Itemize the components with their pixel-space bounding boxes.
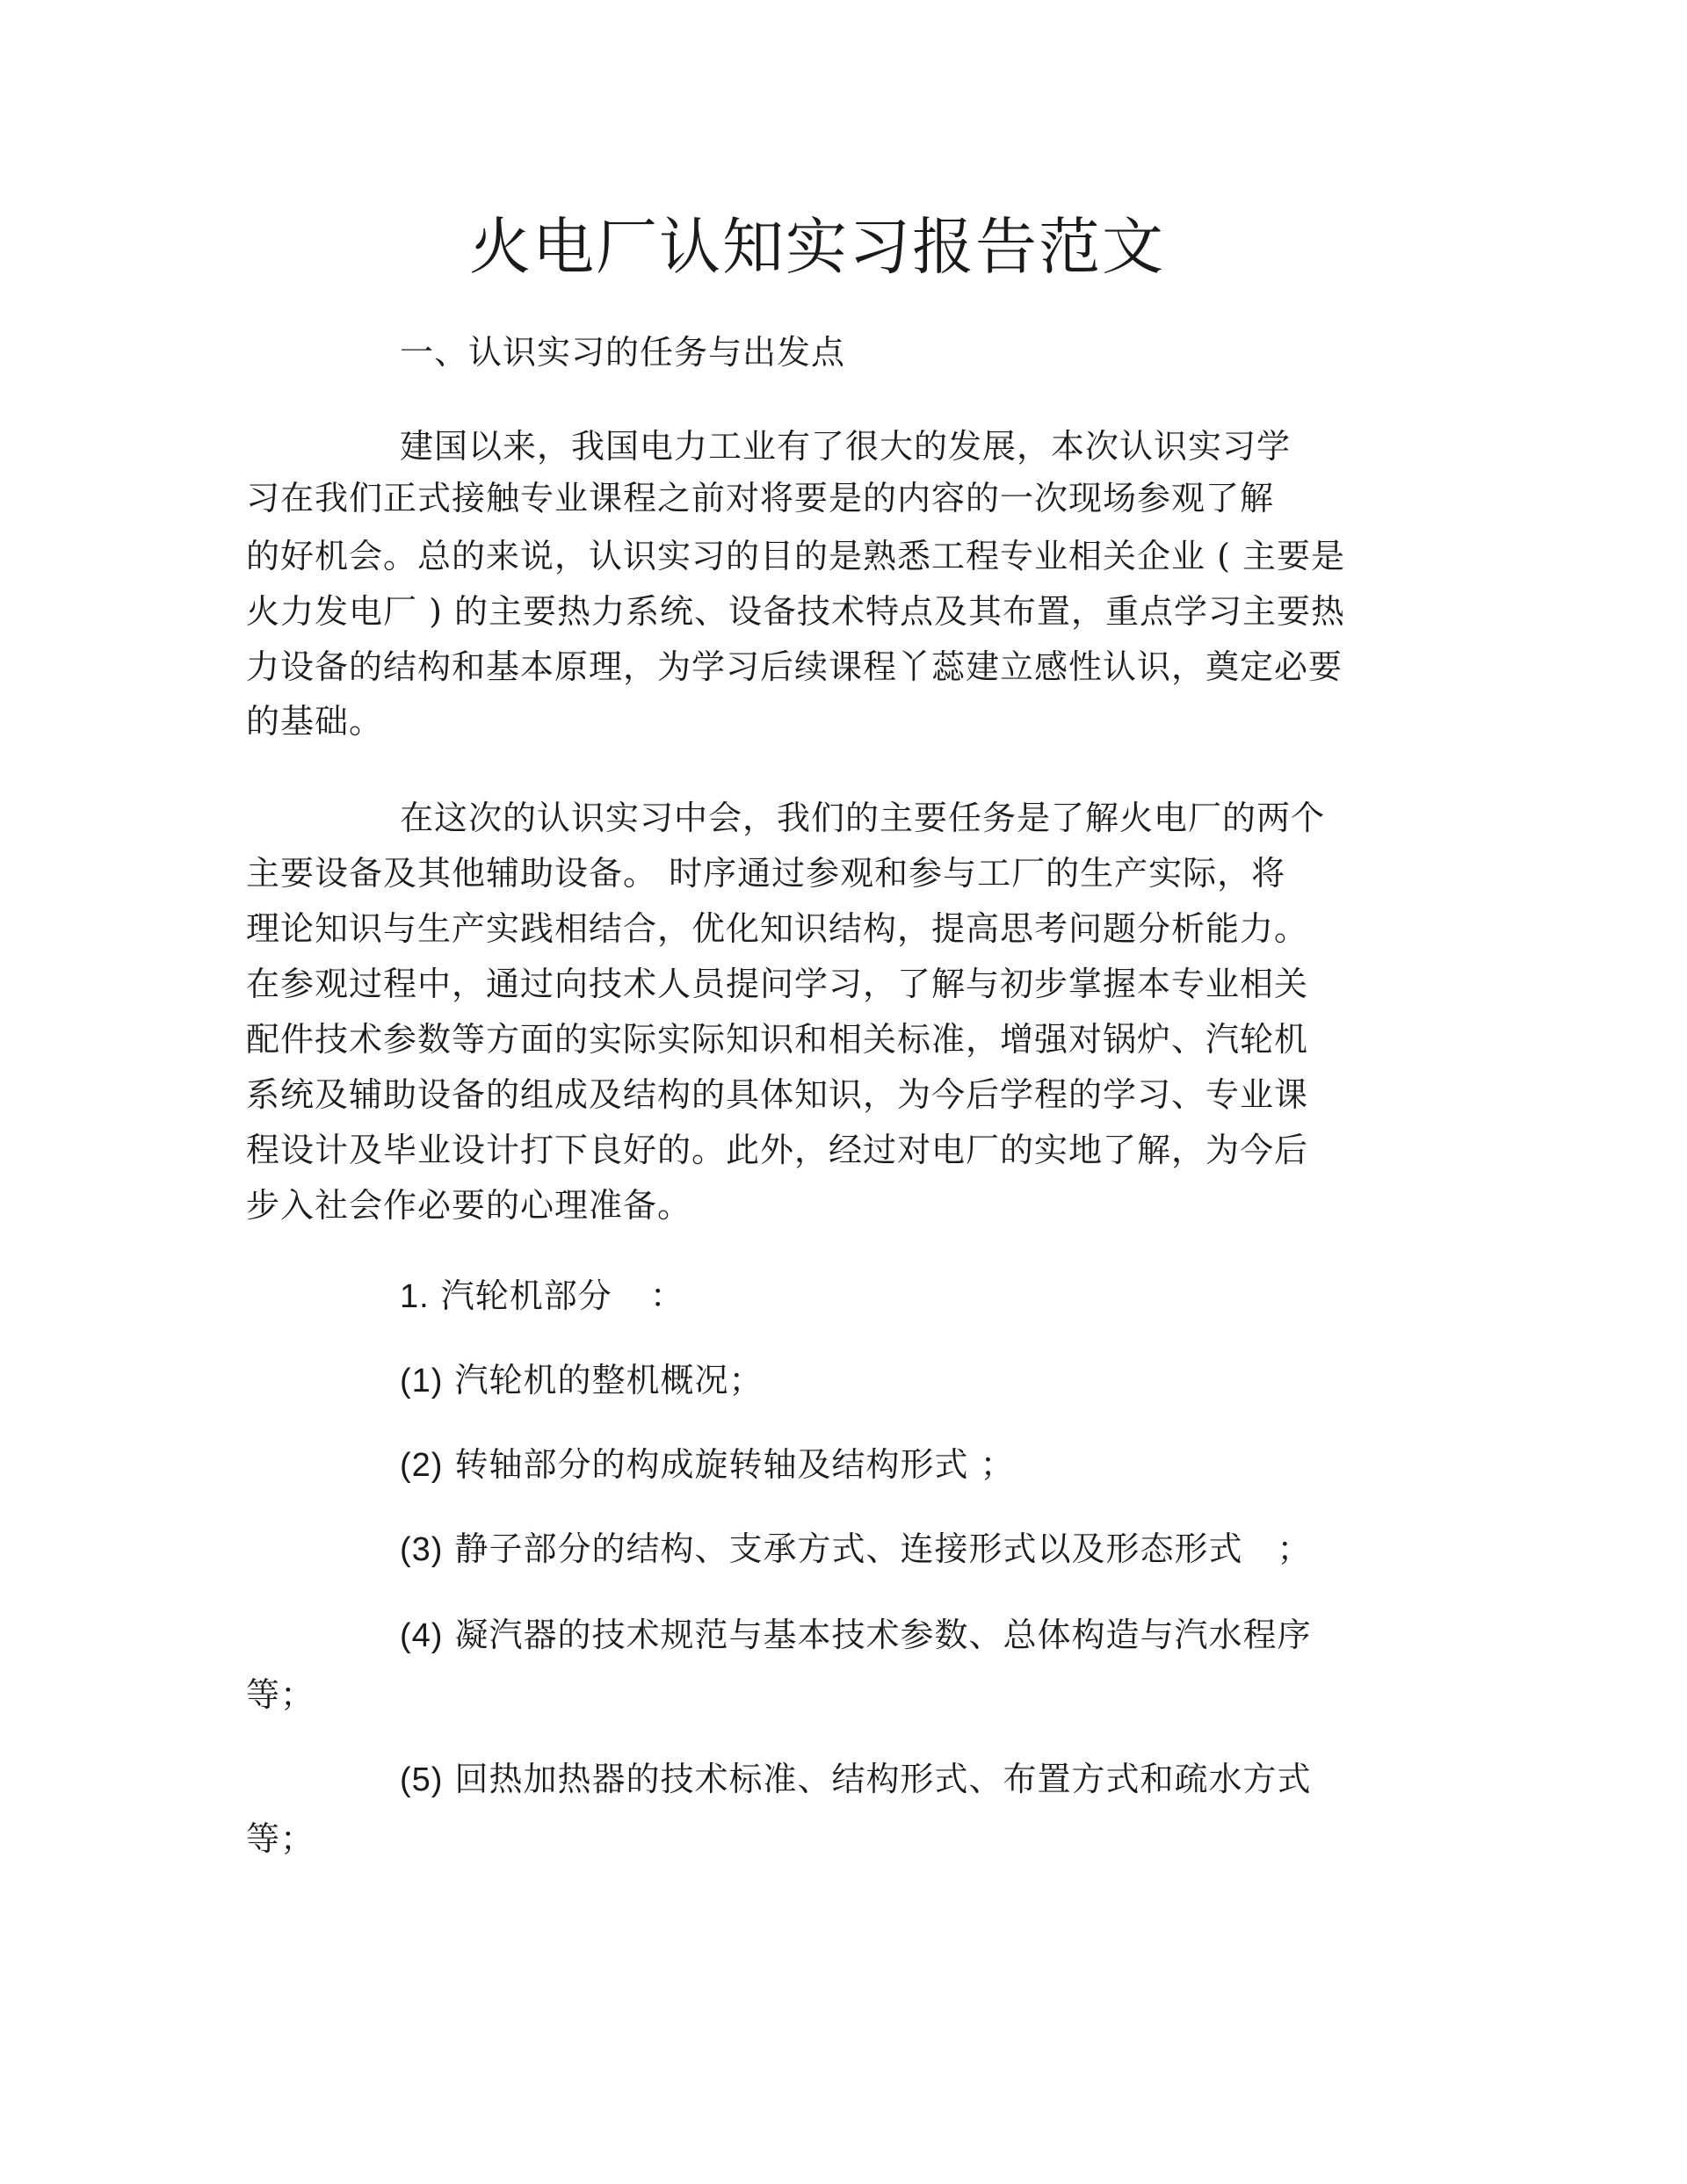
- paragraph1-line: 火力发电厂 ) 的主要热力系统、设备技术特点及其布置，重点学习主要热: [246, 592, 1345, 631]
- list-item-number: (5): [400, 1761, 444, 1798]
- paragraph1-line: 习在我们正式接触专业课程之前对将要是的内容的一次现场参观了解: [246, 479, 1275, 517]
- list-item-number: (2): [400, 1447, 444, 1484]
- list-item: [400, 1443, 1015, 1487]
- list-item-continuation: 等；: [246, 1819, 315, 1858]
- subsection-number: 1.: [400, 1278, 430, 1315]
- paragraph2-line: 配件技术参数等方面的实际实际知识和相关标准，增强对锅炉、汽轮机: [246, 1020, 1309, 1059]
- subsection-label: 汽轮机部分: [440, 1276, 612, 1315]
- paragraph1-line: 的好机会。总的来说，认识实习的目的是熟悉工程专业相关企业 ( 主要是: [246, 537, 1345, 575]
- paragraph2-line: 理论知识与生产实践相结合，优化知识结构，提高思考问题分析能力。: [246, 909, 1309, 948]
- list-item-text: 转轴部分的构成旋转轴及结构形式 ；: [454, 1445, 1015, 1484]
- paragraph1-line: 建国以来，我国电力工业有了很大的发展，本次认识实习学: [400, 427, 1292, 466]
- list-item-number: (4): [400, 1617, 444, 1654]
- document-title: 火电厂认知实习报告范文: [469, 211, 1165, 283]
- list-item: [400, 1358, 764, 1403]
- list-item-text: 静子部分的结构、支承方式、连接形式以及形态形式 ；: [454, 1530, 1312, 1568]
- list-item-text: 汽轮机的整机概况；: [454, 1361, 764, 1399]
- paragraph1-line: 的基础。: [246, 702, 384, 741]
- list-item-text: 凝汽器的技术规范与基本技术参数、总体构造与汽水程序: [454, 1616, 1312, 1654]
- subsection-colon: ：: [649, 1276, 684, 1315]
- paragraph2-line: 主要设备及其他辅助设备。 时序通过参观和参与工厂的生产实际，将: [246, 854, 1286, 893]
- list-item: [400, 1613, 1312, 1658]
- paragraph2-line: 程设计及毕业设计打下良好的。此外，经过对电厂的实地了解，为今后: [246, 1131, 1309, 1169]
- paragraph2-line: 步入社会作必要的心理准备。: [246, 1186, 692, 1225]
- list-item: [400, 1527, 1312, 1572]
- paragraph2-line: 在参观过程中，通过向技术人员提问学习，了解与初步掌握本专业相关: [246, 965, 1309, 1003]
- list-item-continuation: 等；: [246, 1675, 315, 1714]
- list-item-text: 回热加热器的技术标准、结构形式、布置方式和疏水方式: [454, 1760, 1312, 1798]
- paragraph2-line: 在这次的认识实习中会，我们的主要任务是了解火电厂的两个: [400, 799, 1326, 837]
- subsection-heading: [400, 1274, 684, 1319]
- paragraph1-line: 力设备的结构和基本原理，为学习后续课程丫蕊建立感性认识，奠定必要: [246, 647, 1343, 686]
- list-item-number: (1): [400, 1363, 444, 1399]
- section-heading: 一、认识实习的任务与出发点: [400, 333, 846, 372]
- paragraph2-line: 系统及辅助设备的组成及结构的具体知识，为今后学程的学习、专业课: [246, 1075, 1309, 1114]
- list-item: [400, 1757, 1312, 1802]
- list-item-number: (3): [400, 1531, 444, 1568]
